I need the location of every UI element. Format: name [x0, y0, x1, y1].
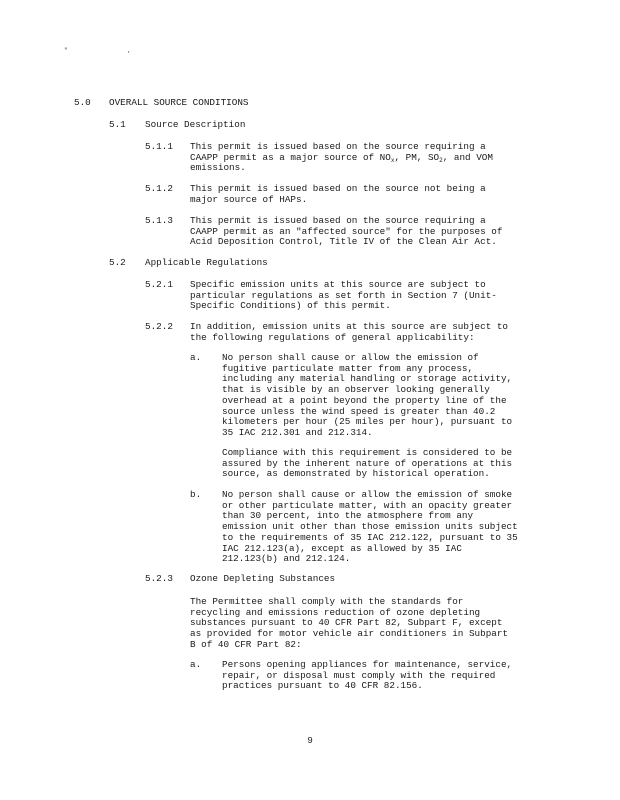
item-text-5-1-2 [190, 184, 486, 205]
text-line: that is visible by an observer looking generally [222, 384, 490, 396]
text-line: substances pursuant to 40 CFR Part 82, Subpart F, except [190, 617, 503, 629]
text-line: including any material handling or storage activity, [222, 373, 513, 385]
text-line: CAAPP permit as an "affected source" for the purposes of [190, 225, 503, 237]
text-line: recycling and emissions reduction of ozone depleting [190, 606, 481, 618]
text-line: major source of HAPs. [190, 193, 308, 205]
item-number-5-1-3: 5.1.3 [145, 215, 173, 226]
text-line: the following regulations of general applicability: [190, 331, 475, 343]
text-line: This permit is issued based on the source requiring a [190, 215, 486, 226]
subsection-title-5-2: Applicable Regulations [145, 257, 268, 268]
item-text-5-2-2 [190, 322, 508, 343]
subsection-title-5-1: Source Description [145, 119, 246, 130]
text-line: This permit is issued based on the source requiring a [190, 141, 486, 152]
item-number-5-1-2: 5.1.2 [145, 183, 173, 194]
text-line: B of 40 CFR Part 82: [190, 638, 302, 650]
section-number: 5.0 [74, 97, 91, 108]
item-number-5-2-3: 5.2.3 [145, 573, 173, 584]
text-line: kilometers per hour (25 miles per hour), pursuant to [222, 416, 513, 428]
item-number-5-1-1: 5.1.1 [145, 141, 173, 152]
text-line: than 30 percent, into the atmosphere from any [222, 510, 474, 522]
text-line: emissions. [190, 162, 246, 174]
item-text-5-1-1 [190, 142, 493, 174]
list-item-a-paragraph-2 [222, 448, 512, 480]
list-item-a-2 [222, 660, 512, 692]
text-line: to the requirements of 35 IAC 212.122, pursuant to 35 [222, 531, 518, 543]
text-line: No person shall cause or allow the emission of [222, 352, 479, 363]
text-line: practices pursuant to 40 CFR 82.156. [222, 680, 423, 692]
text-line: 35 IAC 212.301 and 212.314. [222, 426, 373, 438]
text-line: IAC 212.123(a), except as allowed by 35 IAC [222, 542, 462, 554]
item-text-5-2-3 [190, 597, 508, 651]
section-title: OVERALL SOURCE CONDITIONS [109, 97, 249, 108]
page-number: 9 [307, 735, 313, 746]
text-line: 212.123(b) and 212.124. [222, 553, 351, 565]
list-label-a-2: a. [190, 659, 202, 670]
list-item-b [222, 490, 518, 565]
text-line: particular regulations as set forth in Section 7 (Unit- [190, 289, 497, 301]
text-line: source unless the wind speed is greater than 40.2 [222, 405, 496, 417]
text-line: This permit is issued based on the source not being a [190, 183, 486, 194]
text-line: as provided for motor vehicle air conditioners in Subpart [190, 628, 509, 640]
header-marks: " , [64, 47, 159, 54]
item-number-5-2-1: 5.2.1 [145, 279, 173, 290]
text-line: In addition, emission units at this source are subject to [190, 321, 509, 332]
text-line: assured by the inherent nature of operations at this [222, 457, 513, 469]
item-title-5-2-3: Ozone Depleting Substances [190, 573, 336, 584]
text-line: Acid Deposition Control, Title IV of the Clean Air Act. [190, 236, 497, 248]
text-line-pollutants: CAAPP permit as a major source of $NO_x$, PM, $SO_2$, and VOM [190, 151, 493, 164]
text-line: source, as demonstrated by historical operation. [222, 468, 490, 480]
text-line: Compliance with this requirement is considered to be [222, 447, 513, 458]
item-number-5-2-2: 5.2.2 [145, 321, 173, 332]
text-line: emission unit other than those emission units subject [222, 521, 518, 533]
text-line: The Permittee shall comply with the standards for [190, 596, 464, 607]
text-line: overhead at a point beyond the property line of the [222, 394, 507, 406]
list-item-a [222, 353, 512, 439]
text-line: fugitive particulate matter from any process, [222, 362, 474, 374]
text-line: or other particulate matter, with an opacity greater [222, 499, 513, 511]
list-label-a: a. [190, 352, 202, 363]
subsection-number-5-2: 5.2 [109, 257, 126, 268]
text-line: Specific emission units at this source are subject to [190, 279, 486, 290]
text-line: Specific Conditions) of this permit. [190, 300, 391, 312]
subsection-number-5-1: 5.1 [109, 119, 126, 130]
item-text-5-2-1 [190, 280, 497, 312]
list-label-b: b. [190, 489, 202, 500]
item-text-5-1-3 [190, 216, 502, 248]
text-line: Persons opening appliances for maintenance, service, [222, 659, 513, 670]
text-line: repair, or disposal must comply with the required [222, 669, 496, 681]
text-line: No person shall cause or allow the emission of smoke [222, 489, 513, 500]
